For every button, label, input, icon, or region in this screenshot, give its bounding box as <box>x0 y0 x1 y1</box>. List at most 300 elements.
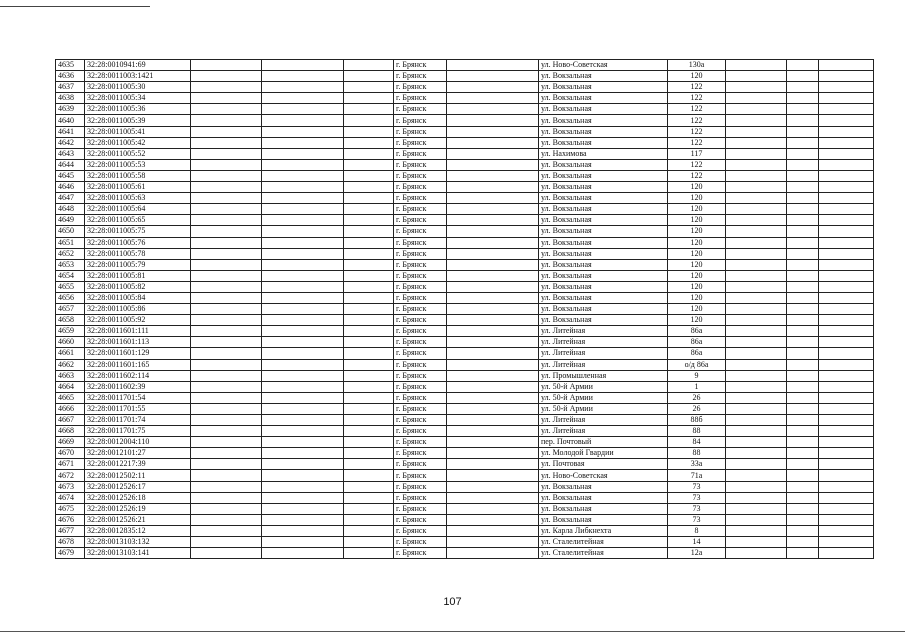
table-row <box>56 182 874 193</box>
empty-cell <box>262 82 344 93</box>
empty-cell <box>344 548 394 559</box>
empty-cell <box>262 381 344 392</box>
empty-cell <box>819 525 874 536</box>
empty-cell <box>344 370 394 381</box>
empty-cell <box>344 470 394 481</box>
empty-cell <box>262 481 344 492</box>
empty-cell <box>191 237 262 248</box>
street-cell: ул. Вокзальная <box>539 170 668 181</box>
empty-cell <box>262 104 344 115</box>
street-cell: ул. Вокзальная <box>539 159 668 170</box>
empty-cell <box>191 459 262 470</box>
empty-cell <box>726 148 787 159</box>
table-row <box>56 381 874 392</box>
empty-cell <box>447 548 539 559</box>
empty-cell <box>344 82 394 93</box>
cadastral-number-cell: 32:28:0011601:113 <box>85 337 191 348</box>
empty-cell <box>344 292 394 303</box>
table-row <box>56 503 874 514</box>
city-cell: г. Брянск <box>394 292 447 303</box>
empty-cell <box>787 503 819 514</box>
table-row <box>56 248 874 259</box>
house-number-cell: 14 <box>668 537 726 548</box>
empty-cell <box>344 159 394 170</box>
empty-cell <box>787 315 819 326</box>
city-cell: г. Брянск <box>394 370 447 381</box>
cadastral-number-cell: 32:28:0011701:54 <box>85 392 191 403</box>
city-cell: г. Брянск <box>394 348 447 359</box>
empty-cell <box>191 392 262 403</box>
empty-cell <box>447 525 539 536</box>
cadastral-number-cell: 32:28:0011005:86 <box>85 304 191 315</box>
empty-cell <box>447 292 539 303</box>
street-cell: ул. Литейная <box>539 415 668 426</box>
empty-cell <box>344 403 394 414</box>
empty-cell <box>447 415 539 426</box>
empty-cell <box>819 159 874 170</box>
empty-cell <box>447 315 539 326</box>
empty-cell <box>726 60 787 71</box>
empty-cell <box>191 348 262 359</box>
empty-cell <box>262 182 344 193</box>
house-number-cell: 120 <box>668 182 726 193</box>
empty-cell <box>262 415 344 426</box>
empty-cell <box>447 426 539 437</box>
row-number-cell: 4677 <box>56 525 85 536</box>
empty-cell <box>787 159 819 170</box>
street-cell: ул. Вокзальная <box>539 115 668 126</box>
street-cell: ул. Сталелитейная <box>539 548 668 559</box>
cadastral-number-cell: 32:28:0011701:75 <box>85 426 191 437</box>
empty-cell <box>447 348 539 359</box>
table-row <box>56 370 874 381</box>
street-cell: ул. Вокзальная <box>539 226 668 237</box>
empty-cell <box>262 159 344 170</box>
house-number-cell: 88 <box>668 426 726 437</box>
empty-cell <box>726 326 787 337</box>
cadastral-number-cell: 32:28:0012526:17 <box>85 481 191 492</box>
empty-cell <box>262 281 344 292</box>
house-number-cell: 130а <box>668 60 726 71</box>
street-cell: ул. Вокзальная <box>539 259 668 270</box>
house-number-cell: 120 <box>668 292 726 303</box>
empty-cell <box>262 525 344 536</box>
empty-cell <box>344 204 394 215</box>
empty-cell <box>726 115 787 126</box>
house-number-cell: 120 <box>668 237 726 248</box>
cadastral-number-cell: 32:28:0011005:79 <box>85 259 191 270</box>
empty-cell <box>191 248 262 259</box>
empty-cell <box>787 381 819 392</box>
empty-cell <box>819 537 874 548</box>
table-row <box>56 226 874 237</box>
empty-cell <box>726 82 787 93</box>
empty-cell <box>787 470 819 481</box>
empty-cell <box>191 448 262 459</box>
city-cell: г. Брянск <box>394 392 447 403</box>
city-cell: г. Брянск <box>394 337 447 348</box>
empty-cell <box>726 170 787 181</box>
row-number-cell: 4650 <box>56 226 85 237</box>
empty-cell <box>262 237 344 248</box>
row-number-cell: 4659 <box>56 326 85 337</box>
table-row <box>56 215 874 226</box>
house-number-cell: 26 <box>668 392 726 403</box>
table-row <box>56 137 874 148</box>
empty-cell <box>726 137 787 148</box>
city-cell: г. Брянск <box>394 525 447 536</box>
empty-cell <box>819 148 874 159</box>
empty-cell <box>262 392 344 403</box>
cadastral-number-cell: 32:28:0011602:39 <box>85 381 191 392</box>
empty-cell <box>344 248 394 259</box>
city-cell: г. Брянск <box>394 126 447 137</box>
empty-cell <box>262 315 344 326</box>
street-cell: ул. Вокзальная <box>539 492 668 503</box>
empty-cell <box>344 215 394 226</box>
empty-cell <box>262 60 344 71</box>
street-cell: ул. Вокзальная <box>539 281 668 292</box>
house-number-cell: 86а <box>668 326 726 337</box>
empty-cell <box>344 459 394 470</box>
empty-cell <box>819 448 874 459</box>
empty-cell <box>447 448 539 459</box>
empty-cell <box>262 170 344 181</box>
empty-cell <box>726 537 787 548</box>
row-number-cell: 4664 <box>56 381 85 392</box>
empty-cell <box>787 514 819 525</box>
row-number-cell: 4642 <box>56 137 85 148</box>
city-cell: г. Брянск <box>394 115 447 126</box>
empty-cell <box>262 537 344 548</box>
table-row <box>56 170 874 181</box>
cadastral-number-cell: 32:28:0011005:36 <box>85 104 191 115</box>
city-cell: г. Брянск <box>394 60 447 71</box>
empty-cell <box>191 292 262 303</box>
empty-cell <box>819 82 874 93</box>
house-number-cell: 86а <box>668 337 726 348</box>
table-row <box>56 60 874 71</box>
city-cell: г. Брянск <box>394 281 447 292</box>
row-number-cell: 4678 <box>56 537 85 548</box>
table-row <box>56 403 874 414</box>
empty-cell <box>787 348 819 359</box>
city-cell: г. Брянск <box>394 548 447 559</box>
empty-cell <box>344 237 394 248</box>
row-number-cell: 4667 <box>56 415 85 426</box>
city-cell: г. Брянск <box>394 148 447 159</box>
empty-cell <box>191 503 262 514</box>
row-number-cell: 4670 <box>56 448 85 459</box>
empty-cell <box>191 370 262 381</box>
bottom-rule <box>0 631 905 632</box>
house-number-cell: 26 <box>668 403 726 414</box>
city-cell: г. Брянск <box>394 193 447 204</box>
cadastral-number-cell: 32:28:0011005:75 <box>85 226 191 237</box>
empty-cell <box>726 448 787 459</box>
table-row <box>56 315 874 326</box>
empty-cell <box>344 193 394 204</box>
row-number-cell: 4679 <box>56 548 85 559</box>
empty-cell <box>726 492 787 503</box>
table-row <box>56 259 874 270</box>
empty-cell <box>447 470 539 481</box>
empty-cell <box>191 548 262 559</box>
cadastral-number-cell: 32:28:0011005:52 <box>85 148 191 159</box>
empty-cell <box>819 548 874 559</box>
empty-cell <box>191 82 262 93</box>
cadastral-number-cell: 32:28:0011005:65 <box>85 215 191 226</box>
empty-cell <box>262 292 344 303</box>
empty-cell <box>191 182 262 193</box>
table-row <box>56 359 874 370</box>
street-cell: ул. Вокзальная <box>539 315 668 326</box>
empty-cell <box>262 193 344 204</box>
city-cell: г. Брянск <box>394 437 447 448</box>
empty-cell <box>819 71 874 82</box>
table-row <box>56 426 874 437</box>
row-number-cell: 4654 <box>56 270 85 281</box>
empty-cell <box>191 470 262 481</box>
row-number-cell: 4644 <box>56 159 85 170</box>
cadastral-number-cell: 32:28:0011601:165 <box>85 359 191 370</box>
empty-cell <box>344 437 394 448</box>
empty-cell <box>726 381 787 392</box>
empty-cell <box>344 426 394 437</box>
empty-cell <box>447 137 539 148</box>
empty-cell <box>819 60 874 71</box>
row-number-cell: 4637 <box>56 82 85 93</box>
empty-cell <box>262 492 344 503</box>
street-cell: ул. Вокзальная <box>539 82 668 93</box>
house-number-cell: 86а <box>668 348 726 359</box>
empty-cell <box>787 304 819 315</box>
empty-cell <box>262 204 344 215</box>
cadastral-number-cell: 32:28:0011701:74 <box>85 415 191 426</box>
street-cell: ул. Вокзальная <box>539 204 668 215</box>
row-number-cell: 4643 <box>56 148 85 159</box>
street-cell: ул. Литейная <box>539 348 668 359</box>
empty-cell <box>726 370 787 381</box>
house-number-cell: 120 <box>668 304 726 315</box>
empty-cell <box>262 470 344 481</box>
table-row <box>56 93 874 104</box>
street-cell: ул. Вокзальная <box>539 137 668 148</box>
empty-cell <box>191 215 262 226</box>
empty-cell <box>726 359 787 370</box>
city-cell: г. Брянск <box>394 82 447 93</box>
city-cell: г. Брянск <box>394 459 447 470</box>
empty-cell <box>726 182 787 193</box>
row-number-cell: 4663 <box>56 370 85 381</box>
cadastral-number-cell: 32:28:0011005:61 <box>85 182 191 193</box>
cadastral-number-cell: 32:28:0011005:92 <box>85 315 191 326</box>
empty-cell <box>191 514 262 525</box>
empty-cell <box>191 525 262 536</box>
row-number-cell: 4647 <box>56 193 85 204</box>
city-cell: г. Брянск <box>394 492 447 503</box>
empty-cell <box>787 370 819 381</box>
empty-cell <box>344 259 394 270</box>
empty-cell <box>262 93 344 104</box>
empty-cell <box>447 93 539 104</box>
empty-cell <box>787 448 819 459</box>
row-number-cell: 4673 <box>56 481 85 492</box>
street-cell: ул. Вокзальная <box>539 71 668 82</box>
empty-cell <box>344 115 394 126</box>
table-row <box>56 193 874 204</box>
house-number-cell: 120 <box>668 215 726 226</box>
city-cell: г. Брянск <box>394 182 447 193</box>
table-row <box>56 459 874 470</box>
empty-cell <box>344 448 394 459</box>
city-cell: г. Брянск <box>394 137 447 148</box>
empty-cell <box>344 415 394 426</box>
empty-cell <box>447 359 539 370</box>
table-row <box>56 537 874 548</box>
table-row <box>56 159 874 170</box>
empty-cell <box>447 182 539 193</box>
empty-cell <box>344 170 394 181</box>
city-cell: г. Брянск <box>394 514 447 525</box>
empty-cell <box>191 148 262 159</box>
empty-cell <box>191 204 262 215</box>
empty-cell <box>819 270 874 281</box>
street-cell: ул. 50-й Армии <box>539 381 668 392</box>
empty-cell <box>447 104 539 115</box>
cadastral-number-cell: 32:28:0011005:78 <box>85 248 191 259</box>
row-number-cell: 4636 <box>56 71 85 82</box>
empty-cell <box>787 204 819 215</box>
empty-cell <box>447 514 539 525</box>
empty-cell <box>787 281 819 292</box>
empty-cell <box>344 537 394 548</box>
house-number-cell: 122 <box>668 115 726 126</box>
street-cell: ул. Вокзальная <box>539 182 668 193</box>
empty-cell <box>262 548 344 559</box>
street-cell: ул. Ново-Советская <box>539 470 668 481</box>
registry-table <box>55 59 874 559</box>
empty-cell <box>787 126 819 137</box>
house-number-cell: 122 <box>668 137 726 148</box>
empty-cell <box>726 292 787 303</box>
empty-cell <box>787 392 819 403</box>
empty-cell <box>344 182 394 193</box>
empty-cell <box>787 359 819 370</box>
empty-cell <box>819 481 874 492</box>
empty-cell <box>726 204 787 215</box>
house-number-cell: 73 <box>668 492 726 503</box>
empty-cell <box>819 304 874 315</box>
empty-cell <box>819 259 874 270</box>
city-cell: г. Брянск <box>394 259 447 270</box>
empty-cell <box>447 459 539 470</box>
empty-cell <box>787 537 819 548</box>
row-number-cell: 4669 <box>56 437 85 448</box>
empty-cell <box>262 326 344 337</box>
empty-cell <box>726 426 787 437</box>
row-number-cell: 4639 <box>56 104 85 115</box>
city-cell: г. Брянск <box>394 215 447 226</box>
cadastral-number-cell: 32:28:0013103:132 <box>85 537 191 548</box>
empty-cell <box>191 315 262 326</box>
cadastral-number-cell: 32:28:0011005:53 <box>85 159 191 170</box>
empty-cell <box>262 259 344 270</box>
empty-cell <box>726 392 787 403</box>
empty-cell <box>726 193 787 204</box>
empty-cell <box>191 226 262 237</box>
table-row <box>56 104 874 115</box>
house-number-cell: 122 <box>668 104 726 115</box>
cadastral-number-cell: 32:28:0011003:1421 <box>85 71 191 82</box>
street-cell: ул. Литейная <box>539 426 668 437</box>
city-cell: г. Брянск <box>394 270 447 281</box>
empty-cell <box>447 204 539 215</box>
empty-cell <box>447 537 539 548</box>
empty-cell <box>819 193 874 204</box>
cadastral-number-cell: 32:28:0012217:39 <box>85 459 191 470</box>
empty-cell <box>344 60 394 71</box>
house-number-cell: 71а <box>668 470 726 481</box>
cadastral-number-cell: 32:28:0011005:64 <box>85 204 191 215</box>
empty-cell <box>447 370 539 381</box>
house-number-cell: 120 <box>668 248 726 259</box>
empty-cell <box>819 104 874 115</box>
empty-cell <box>447 126 539 137</box>
city-cell: г. Брянск <box>394 470 447 481</box>
empty-cell <box>819 115 874 126</box>
street-cell: ул. Вокзальная <box>539 481 668 492</box>
table-row <box>56 148 874 159</box>
table-row <box>56 470 874 481</box>
empty-cell <box>191 170 262 181</box>
row-number-cell: 4666 <box>56 403 85 414</box>
cadastral-number-cell: 32:28:0012502:11 <box>85 470 191 481</box>
cadastral-number-cell: 32:28:0011005:30 <box>85 82 191 93</box>
street-cell: ул. Молодой Гвардии <box>539 448 668 459</box>
empty-cell <box>787 481 819 492</box>
street-cell: ул. Вокзальная <box>539 237 668 248</box>
table-row <box>56 448 874 459</box>
row-number-cell: 4672 <box>56 470 85 481</box>
empty-cell <box>726 237 787 248</box>
street-cell: ул. Вокзальная <box>539 193 668 204</box>
cadastral-number-cell: 32:28:0012101:27 <box>85 448 191 459</box>
empty-cell <box>191 537 262 548</box>
empty-cell <box>447 248 539 259</box>
house-number-cell: 73 <box>668 481 726 492</box>
row-number-cell: 4649 <box>56 215 85 226</box>
empty-cell <box>787 292 819 303</box>
street-cell: ул. Вокзальная <box>539 93 668 104</box>
row-number-cell: 4645 <box>56 170 85 181</box>
city-cell: г. Брянск <box>394 304 447 315</box>
empty-cell <box>726 337 787 348</box>
empty-cell <box>726 159 787 170</box>
row-number-cell: 4662 <box>56 359 85 370</box>
empty-cell <box>191 359 262 370</box>
street-cell: ул. Карла Либкнехта <box>539 525 668 536</box>
empty-cell <box>447 148 539 159</box>
page-number: 107 <box>443 596 462 608</box>
empty-cell <box>344 270 394 281</box>
street-cell: ул. 50-й Армии <box>539 403 668 414</box>
empty-cell <box>787 337 819 348</box>
empty-cell <box>819 514 874 525</box>
empty-cell <box>262 148 344 159</box>
empty-cell <box>819 326 874 337</box>
table-row <box>56 204 874 215</box>
